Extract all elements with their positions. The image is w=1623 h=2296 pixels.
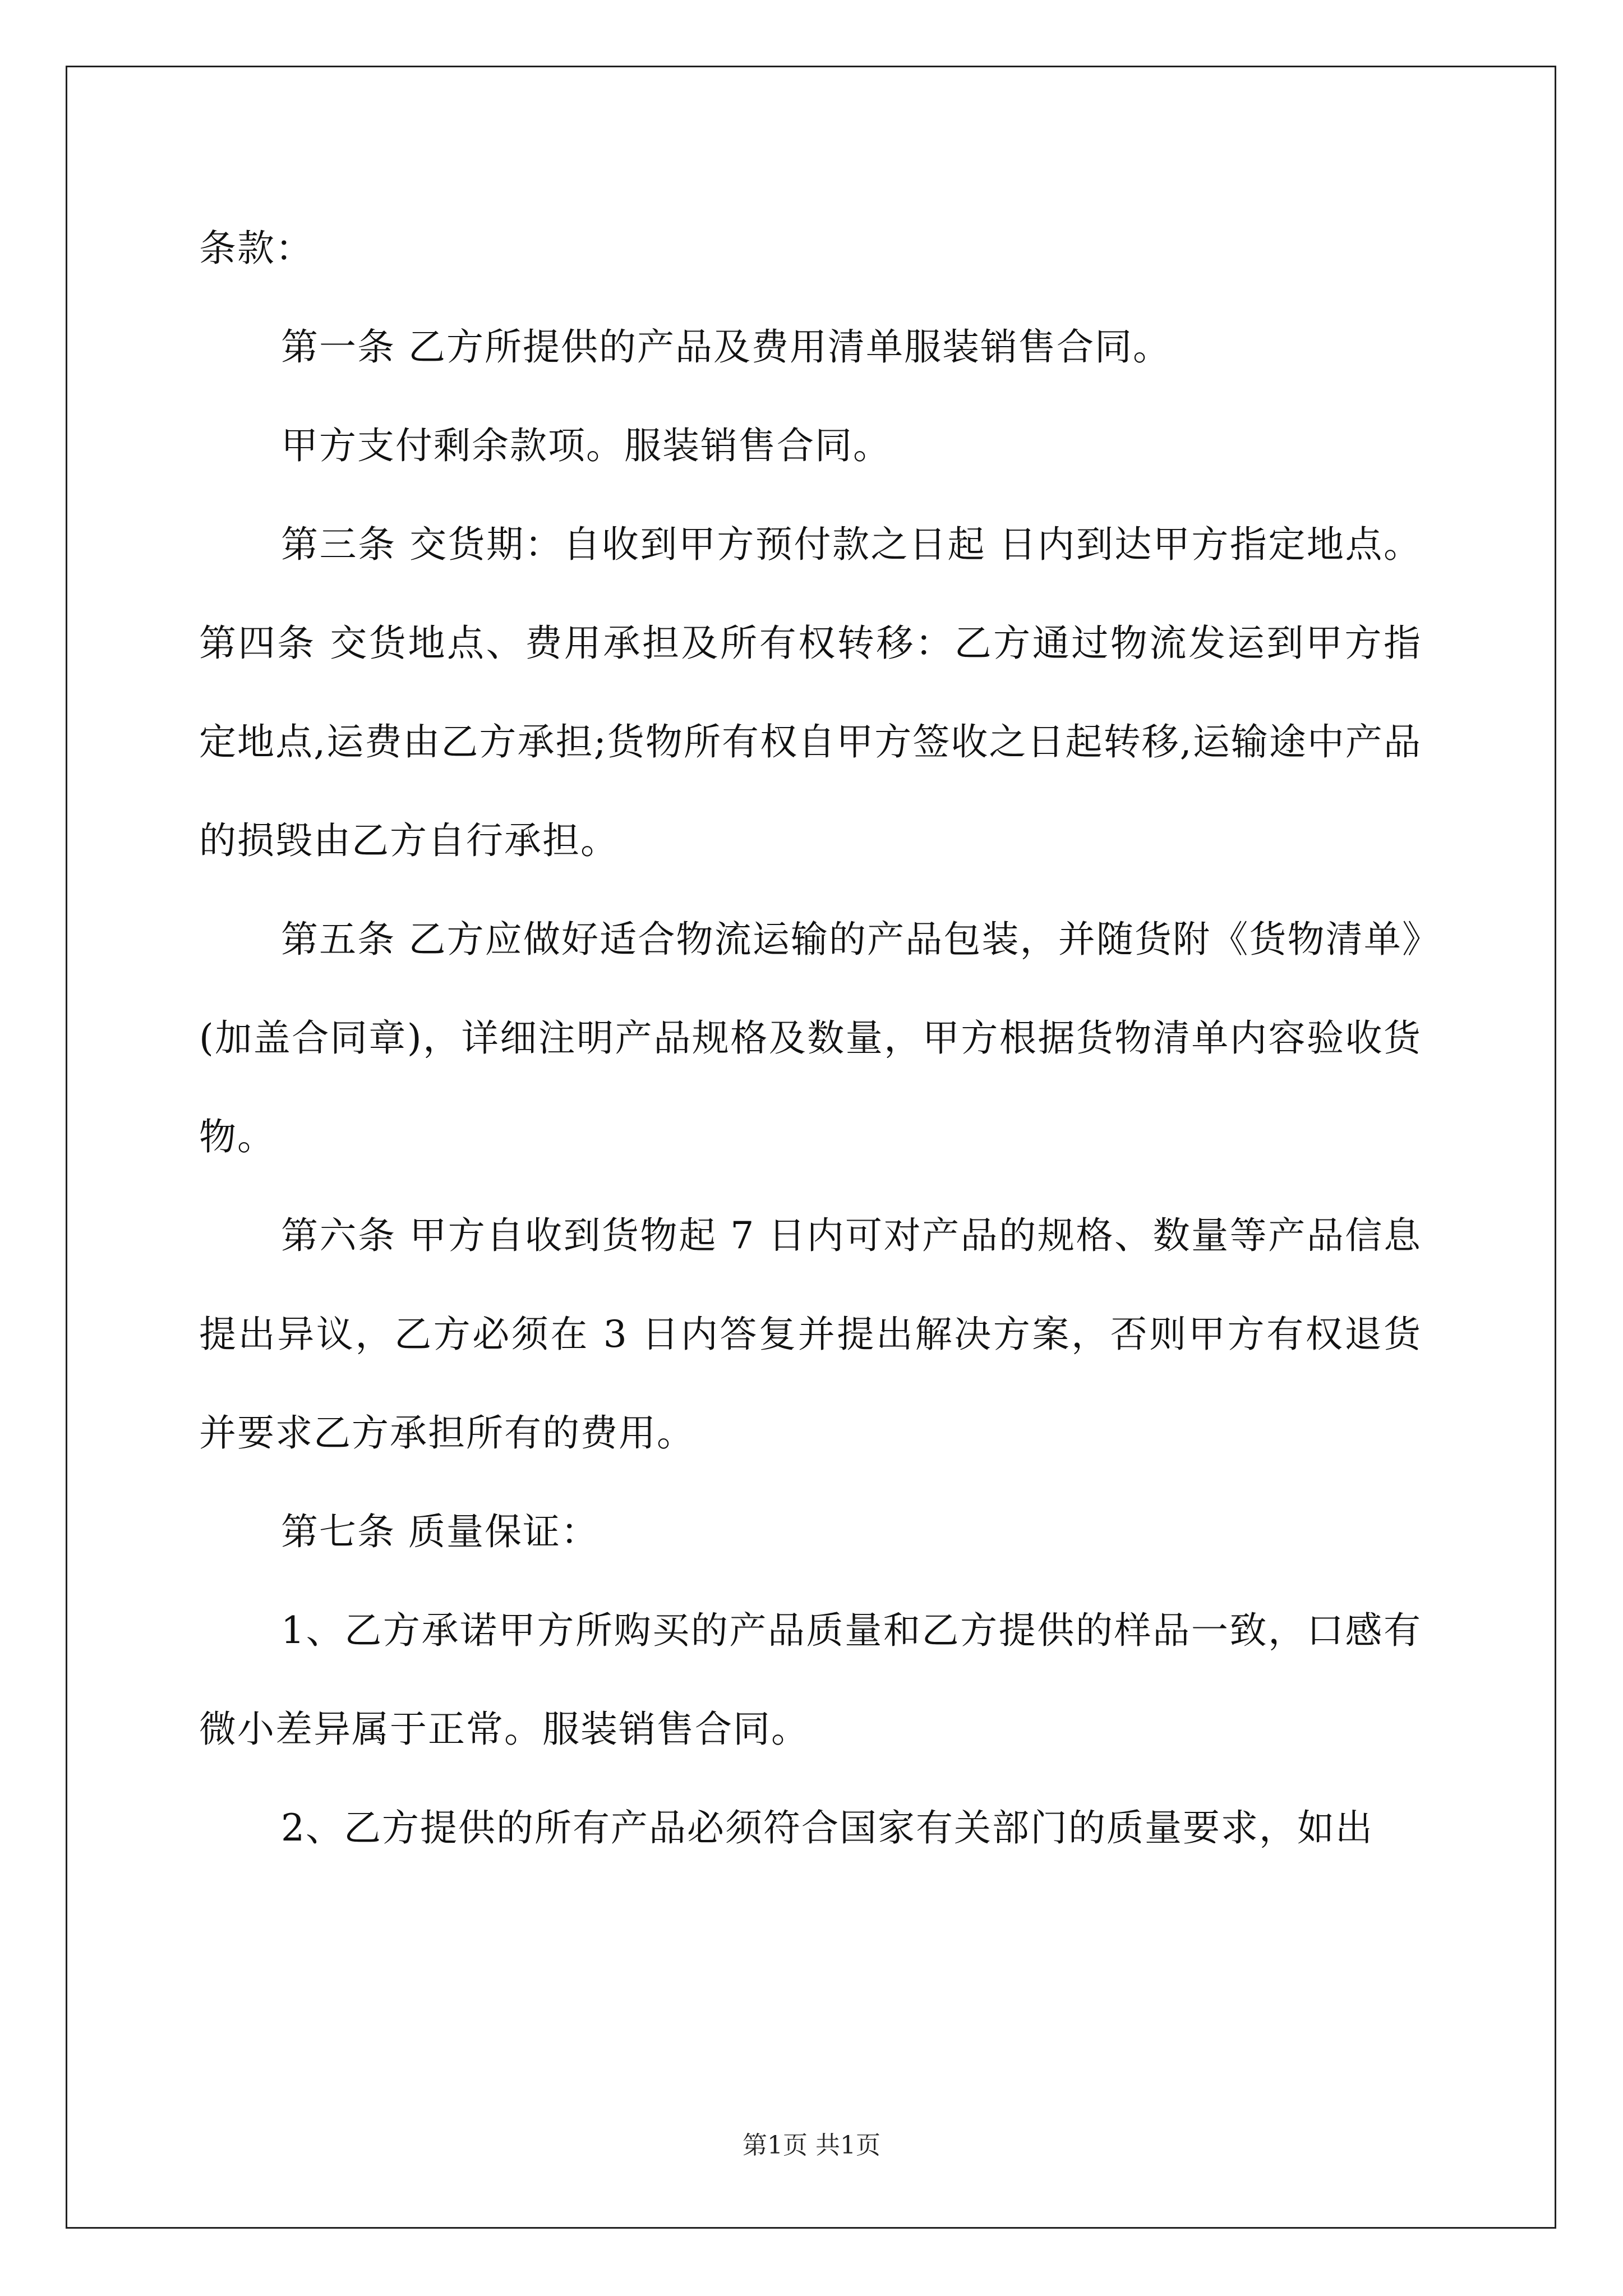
paragraph-article-7-heading: 第七条 质量保证：	[281, 1510, 599, 1553]
paragraph-remaining-payment: 甲方支付剩余款项。服装销售合同。	[281, 424, 891, 467]
paragraph-quality-item-1: 1、乙方承诺甲方所购买的产品质量和乙方提供的样品一致，口感有微小差异属于正常。服装销售合同。	[199, 1609, 1422, 1751]
paragraph-article-1: 第一条 乙方所提供的产品及费用清单服装销售合同。	[281, 325, 1171, 369]
paragraph-article-5: 第五条 乙方应做好适合物流运输的产品包装，并随货附《货物清单》(加盖合同章)，详细注明产品规格及数量，甲方根据货物清单内容验收货物。	[199, 918, 1422, 1158]
paragraph-article-6: 第六条 甲方自收到货物起 7 日内可对产品的规格、数量等产品信息提出异议，乙方必须在 3 日内答复并提出解决方案，否则甲方有权退货并要求乙方承担所有的费用。	[199, 1214, 1422, 1455]
document-body	[199, 199, 1422, 1878]
page-footer: 第1页 共1页	[743, 2131, 880, 2160]
paragraph-article-3-4: 第三条 交货期：自收到甲方预付款之日起 日内到达甲方指定地点。 第四条 交货地点、费用承担及所有权转移：乙方通过物流发运到甲方指定地点,运费由乙方承担;货物所有权自甲方签收之日起转移,运输途中产品的损毁由乙方自行承担。	[199, 523, 1422, 862]
paragraph-quality-item-2: 2、乙方提供的所有产品必须符合国家有关部门的质量要求，如出	[281, 1806, 1373, 1849]
paragraph-terms-heading: 条款：	[199, 227, 313, 270]
